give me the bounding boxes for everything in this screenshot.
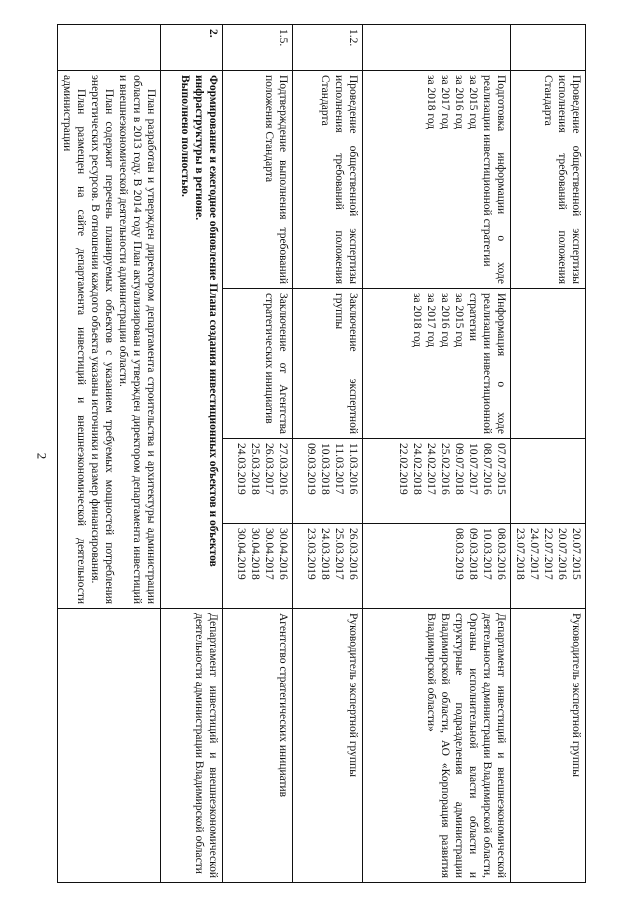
date: 22.07.2017 — [541, 528, 554, 580]
responsible-cell: Департамент инвестиций и внешнеэкономической деятельности администрации Владимирской области — [160, 609, 222, 883]
event-year: за 2017 год — [438, 75, 451, 130]
section-status: Выполнено полностью. — [178, 75, 191, 197]
start-dates-cell — [362, 439, 510, 524]
responsible-cell: Руководитель экспертной группы — [292, 609, 362, 883]
date: 07.07.2015 — [494, 443, 507, 495]
date: 24.02.2017 — [424, 443, 437, 495]
result-cell: Заключение экспертной группы — [292, 289, 362, 439]
start-dates-cell — [292, 439, 362, 524]
date: 08.03.2019 — [452, 528, 465, 580]
date: 10.03.2017 — [480, 528, 493, 580]
date: 09.03.2018 — [466, 528, 479, 580]
row-number: 1.5. — [222, 25, 292, 71]
plan-description-cell — [57, 71, 160, 609]
responsible-cell: Департамент инвестиций и внешнеэкономической деятельности администрации Владимирской области, Органы исполнительной власти области и структурные подразделения администрации Владимирской области, АО «Корпорация развития Владимирской области» — [362, 609, 510, 883]
section-heading-cell — [160, 71, 222, 609]
event-year: за 2016 год — [452, 75, 465, 130]
date: 24.03.2018 — [318, 528, 331, 580]
table-row — [362, 25, 510, 883]
event-year: за 2018 год — [424, 75, 437, 130]
date: 23.03.2019 — [304, 528, 317, 580]
date: 24.02.2018 — [410, 443, 423, 495]
table-row — [160, 25, 222, 883]
event-year: за 2015 год — [466, 75, 479, 130]
date: 10.03.2018 — [318, 443, 331, 495]
date: 08.03.2016 — [494, 528, 507, 580]
date: 30.04.2019 — [234, 528, 247, 580]
result-cell — [362, 289, 510, 439]
date: 30.04.2017 — [262, 528, 275, 580]
date: 09.07.2018 — [452, 443, 465, 495]
event-cell: Проведение общественной экспертизы исполнения требований положения Стандарта — [510, 71, 585, 289]
date: 24.03.2019 — [234, 443, 247, 495]
date: 20.07.2015 — [570, 528, 582, 580]
event-text: Подготовка информации о ходе реализации инвестиционной стратегии — [480, 75, 507, 284]
responsible-cell: Руководитель экспертной группы — [510, 609, 585, 883]
plan-paragraph: План разработан и утвержден директором департамента строительства и архитектуры администрации области в 2013 году. В 2014 году План актуализирован и утвержден директором департамента инвестиций и внешнеэкономической деятельности администрации области. — [116, 75, 157, 604]
date: 11.03.2017 — [332, 443, 345, 495]
table-row — [292, 25, 362, 883]
result-cell — [510, 289, 585, 439]
event-cell: Подтверждение выполнения требований положения Стандарта — [222, 71, 292, 289]
date: 25.03.2017 — [332, 528, 345, 580]
start-dates-cell — [222, 439, 292, 524]
result-year: за 2016 год — [438, 293, 451, 348]
table-row — [510, 25, 585, 883]
table-row — [57, 25, 160, 883]
plan-paragraph: План содержит перечень планируемых объектов с указанием требуемых мощностей потребления энергетических ресурсов. В отношении каждого объекта указаны источники и размер финансирования. — [88, 75, 115, 604]
plan-paragraph: План размещен на сайте департамента инвестиций и внешнеэкономической деятельности администрации — [60, 75, 87, 604]
date: 30.04.2016 — [276, 528, 289, 580]
date: 26.03.2016 — [346, 528, 359, 580]
result-year: за 2018 год — [410, 293, 423, 348]
event-cell: Проведение общественной экспертизы исполнения требований положения Стандарта — [292, 71, 362, 289]
end-dates-cell — [362, 524, 510, 609]
date: 23.07.2018 — [513, 528, 526, 580]
row-number: 1.2. — [292, 25, 362, 71]
result-year: за 2017 год — [424, 293, 437, 348]
date: 26.03.2017 — [262, 443, 275, 495]
row-number: 2. — [160, 25, 222, 71]
empty-cell — [57, 609, 160, 883]
end-dates-cell — [510, 524, 585, 609]
date: 30.04.2018 — [248, 528, 261, 580]
date: 25.03.2018 — [248, 443, 261, 495]
events-table — [57, 24, 586, 883]
date: 24.07.2017 — [527, 528, 540, 580]
page-number: 2 — [34, 452, 50, 460]
section-heading: Формирование и ежегодное обновление Плана создания инвестиционных объектов и объектов инфраструктуры в регионе. — [192, 75, 219, 567]
date: 27.03.2016 — [276, 443, 289, 495]
responsible-cell: Агентство стратегических инициатив — [222, 609, 292, 883]
date: 25.02.2016 — [438, 443, 451, 495]
result-cell: Заключение от Агентства стратегических инициатив — [222, 289, 292, 439]
end-dates-cell — [292, 524, 362, 609]
result-year: за 2015 год — [452, 293, 465, 348]
end-dates-cell — [222, 524, 292, 609]
start-dates-cell — [510, 439, 585, 524]
table-row — [222, 25, 292, 883]
event-cell — [362, 71, 510, 289]
date: 09.03.2019 — [304, 443, 317, 495]
date: 10.07.2017 — [466, 443, 479, 495]
empty-cell — [57, 25, 160, 71]
date: 20.07.2016 — [555, 528, 568, 580]
date: 22.02.2019 — [396, 443, 409, 495]
date: 11.03.2016 — [346, 443, 359, 495]
row-number — [510, 25, 585, 71]
date: 08.07.2016 — [480, 443, 493, 495]
row-number — [362, 25, 510, 71]
result-text: Информация о ходе реализации инвестиционной стратегии — [466, 293, 507, 434]
